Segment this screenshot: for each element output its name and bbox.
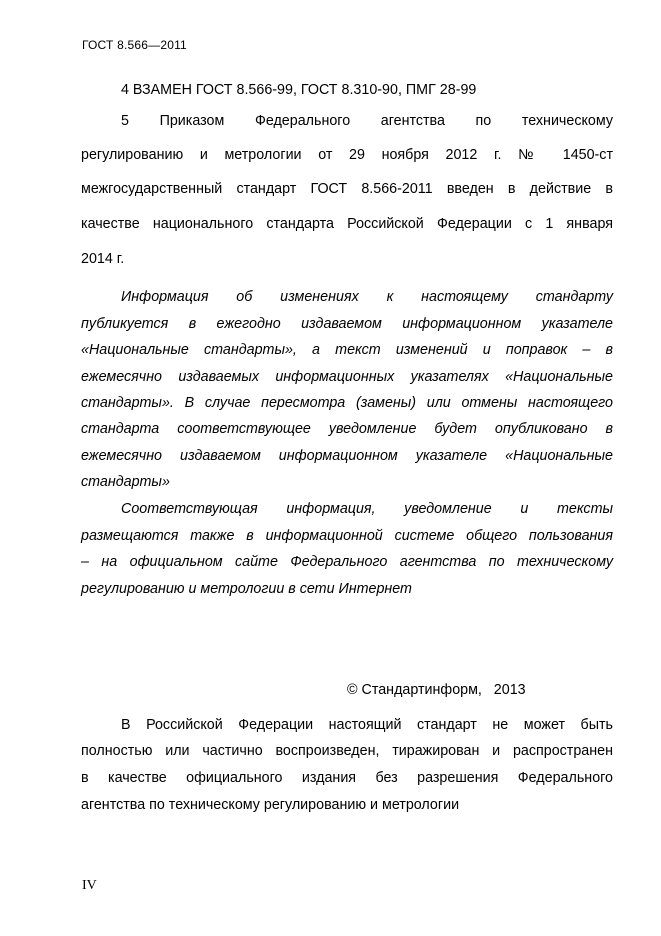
reproduction-notice-line: В Российской Федерации настоящий стандарт не может быть [121,717,613,733]
info-paragraph-line: «Национальные стандарты», а текст изменений и поправок – в [81,342,613,358]
reproduction-notice-line: в качестве официального издания без разрешения Федерального [81,770,613,786]
section-5-line: качестве национального стандарта Российской Федерации с 1 января [81,216,613,232]
info-paragraph-line: стандарты». В случае пересмотра (замены) или отмены настоящего [81,395,613,411]
section-5-line: 2014 г. [81,251,125,267]
reproduction-notice-line: агентства по техническому регулированию и метрологии [81,797,460,813]
reproduction-notice-line: полностью или частично воспроизведен, тиражирован и распространен [81,743,613,759]
section-5-line: 5 Приказом Федерального агентства по техническому [121,113,613,129]
section-5-line: межгосударственный стандарт ГОСТ 8.566-2011 введен в действие в [81,181,613,197]
info-paragraph-line: стандарты» [81,474,170,490]
section-5-line: регулированию и метрологии от 29 ноября 2012 г. № 1450-ст [81,147,613,163]
info-paragraph-line: стандарта соответствующее уведомление будет опубликовано в [81,421,613,437]
info-paragraph-line: регулированию и метрологии в сети Интернет [81,581,412,597]
info-paragraph-line: публикуется в ежегодно издаваемом информационном указателе [81,316,613,332]
info-paragraph-line: Информация об изменениях к настоящему стандарту [121,289,613,305]
copyright-notice: © Стандартинформ, 2013 [347,682,526,698]
info-paragraph-line: Соответствующая информация, уведомление и тексты [121,501,613,517]
section-4-replaces: 4 ВЗАМЕН ГОСТ 8.566-99, ГОСТ 8.310-90, ПМГ 28-99 [121,82,477,98]
info-paragraph-line: размещаются также в информационной системе общего пользования [81,528,613,544]
info-paragraph-line: ежемесячно издаваемых информационных указателях «Национальные [81,369,613,385]
info-paragraph-line: – на официальном сайте Федерального агентства по техническому [81,554,613,570]
info-paragraph-line: ежемесячно издаваемом информационном указателе «Национальные [81,448,613,464]
page-number: IV [82,878,97,893]
page-header: ГОСТ 8.566—2011 [82,38,187,52]
